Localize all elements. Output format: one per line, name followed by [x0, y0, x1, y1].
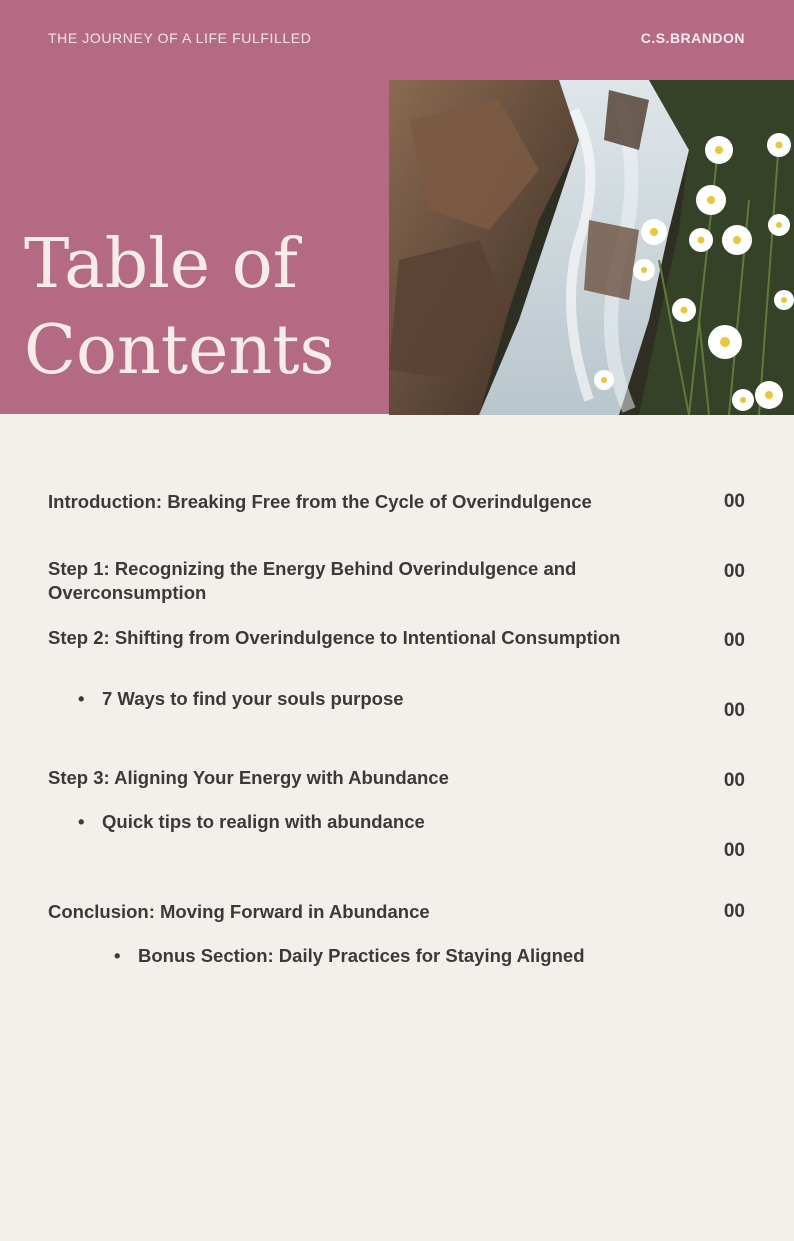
- toc-page-quick-tips: 00: [723, 840, 745, 861]
- bullet-icon: •: [78, 688, 85, 709]
- toc-entry-step-2[interactable]: Step 2: Shifting from Overindulgence to Intentional Consumption: [48, 627, 621, 648]
- toc-subentry-bonus[interactable]: [114, 944, 585, 968]
- toc-subentry-souls-purpose[interactable]: [78, 687, 404, 711]
- toc-page-conclusion: 00: [723, 901, 745, 922]
- toc-page-introduction: 00: [723, 491, 745, 512]
- toc-subentry-label: 7 Ways to find your souls purpose: [102, 688, 404, 709]
- page-title: Table of Contents: [24, 225, 335, 390]
- book-subtitle: THE JOURNEY OF A LIFE FULFILLED: [48, 30, 312, 46]
- toc-page-step-1: 00: [723, 561, 745, 582]
- bullet-icon: •: [114, 945, 121, 966]
- bullet-icon: •: [78, 811, 85, 832]
- toc-entry-step-3[interactable]: Step 3: Aligning Your Energy with Abundance: [48, 767, 449, 788]
- toc-subentry-label: Bonus Section: Daily Practices for Staying Aligned: [138, 945, 585, 966]
- toc-page-step-2: 00: [723, 630, 745, 651]
- toc-subentry-quick-tips[interactable]: [78, 810, 425, 834]
- toc-page-step-3: 00: [723, 770, 745, 791]
- toc-subentry-label: Quick tips to realign with abundance: [102, 811, 425, 832]
- toc-entry-step-1[interactable]: Step 1: Recognizing the Energy Behind Overindulgence and Overconsumption: [48, 558, 577, 603]
- toc-entry-introduction[interactable]: Introduction: Breaking Free from the Cycle of Overindulgence: [48, 491, 592, 512]
- toc-page-souls-purpose: 00: [723, 700, 745, 721]
- author-name: C.S.BRANDON: [640, 30, 745, 46]
- toc-entry-conclusion[interactable]: Conclusion: Moving Forward in Abundance: [48, 901, 430, 922]
